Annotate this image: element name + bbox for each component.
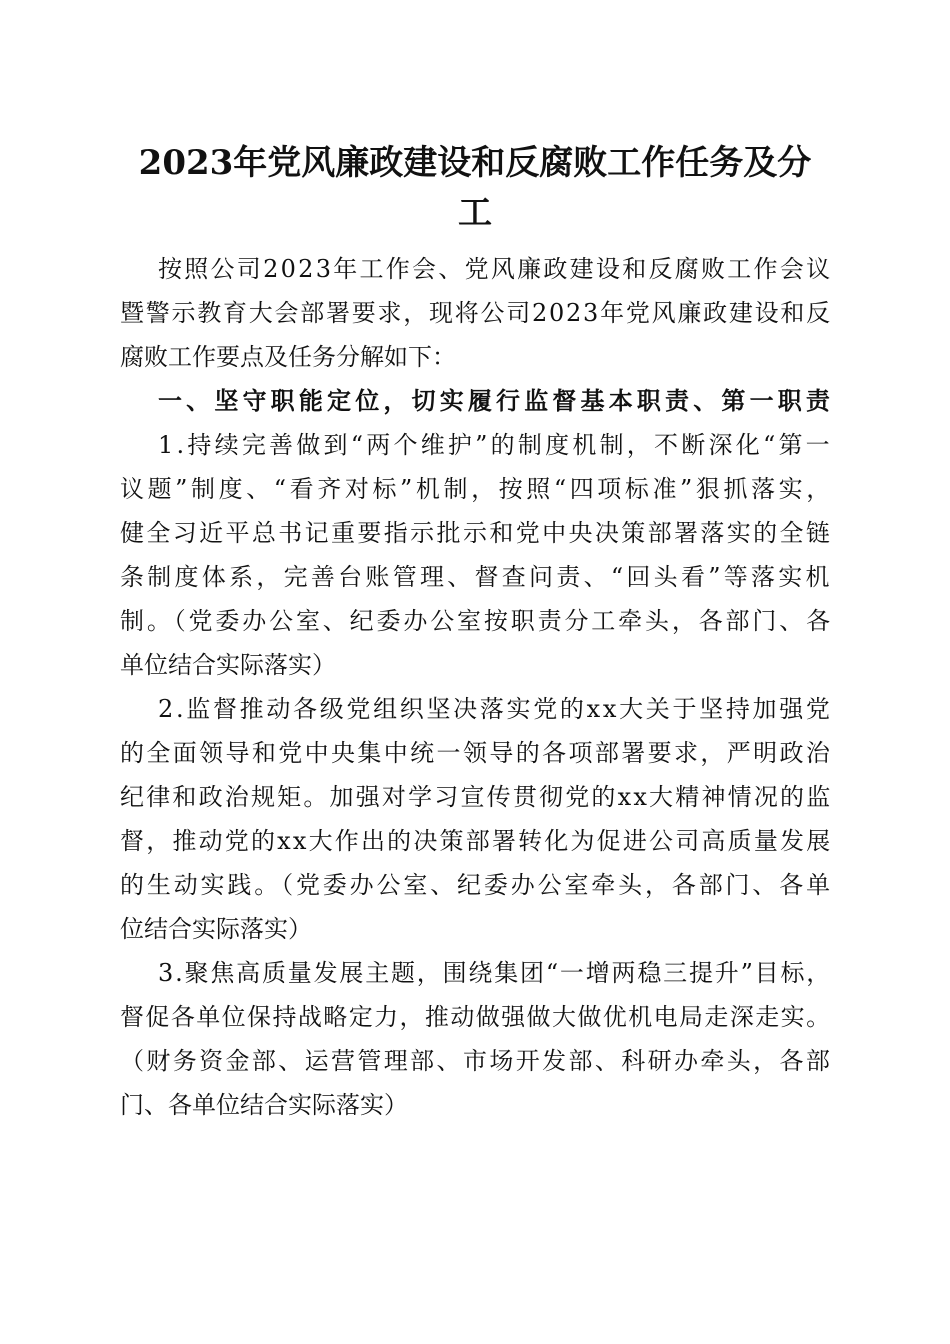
item-3-line: 3.聚焦高质量发展主题，围绕集团“一增两稳三提升”目标， xyxy=(158,959,833,987)
title-line-1: 2023年党风廉政建设和反腐败工作任务及分 xyxy=(138,143,812,183)
item-1-line: 1.持续完善做到“两个维护”的制度机制，不断深化“第一 xyxy=(158,431,833,459)
section-heading: 一、坚守职能定位，切实履行监督基本职责、第一职责 xyxy=(158,386,835,415)
intro-line: 腐败工作要点及任务分解如下： xyxy=(120,343,456,371)
intro-line: 按照公司2023年工作会、党风廉政建设和反腐败工作会议 xyxy=(158,255,833,283)
item-2-line: 位结合实际落实） xyxy=(120,915,312,943)
item-1-line: 制。（党委办公室、纪委办公室按职责分工牵头，各部门、各 xyxy=(120,607,833,635)
item-1-line: 议题”制度、“看齐对标”机制，按照“四项标准”狠抓落实， xyxy=(120,475,834,503)
intro-line: 暨警示教育大会部署要求，现将公司2023年党风廉政建设和反 xyxy=(120,299,832,327)
item-2-line: 督，推动党的xx大作出的决策部署转化为促进公司高质量发展 xyxy=(120,827,833,855)
item-2-line: 的全面领导和党中央集中统一领导的各项部署要求，严明政治 xyxy=(120,739,833,767)
item-3-line: 门、各单位结合实际落实） xyxy=(120,1091,408,1119)
item-1-line: 健全习近平总书记重要指示批示和党中央决策部署落实的全链 xyxy=(120,519,833,547)
item-1-line: 条制度体系，完善台账管理、督查问责、“回头看”等落实机 xyxy=(120,563,833,591)
item-1-line: 单位结合实际落实） xyxy=(120,651,336,679)
item-2-line: 2.监督推动各级党组织坚决落实党的xx大关于坚持加强党 xyxy=(158,695,833,723)
title-line-2: 工 xyxy=(458,193,492,233)
item-3-line: （财务资金部、运营管理部、市场开发部、科研办牵头，各部 xyxy=(120,1047,833,1075)
item-2-line: 纪律和政治规矩。加强对学习宣传贯彻党的xx大精神情况的监 xyxy=(120,783,833,811)
item-2-line: 的生动实践。（党委办公室、纪委办公室牵头，各部门、各单 xyxy=(120,871,833,899)
item-3-line: 督促各单位保持战略定力，推动做强做大做优机电局走深走实。 xyxy=(120,1003,832,1031)
document-title xyxy=(120,138,830,238)
